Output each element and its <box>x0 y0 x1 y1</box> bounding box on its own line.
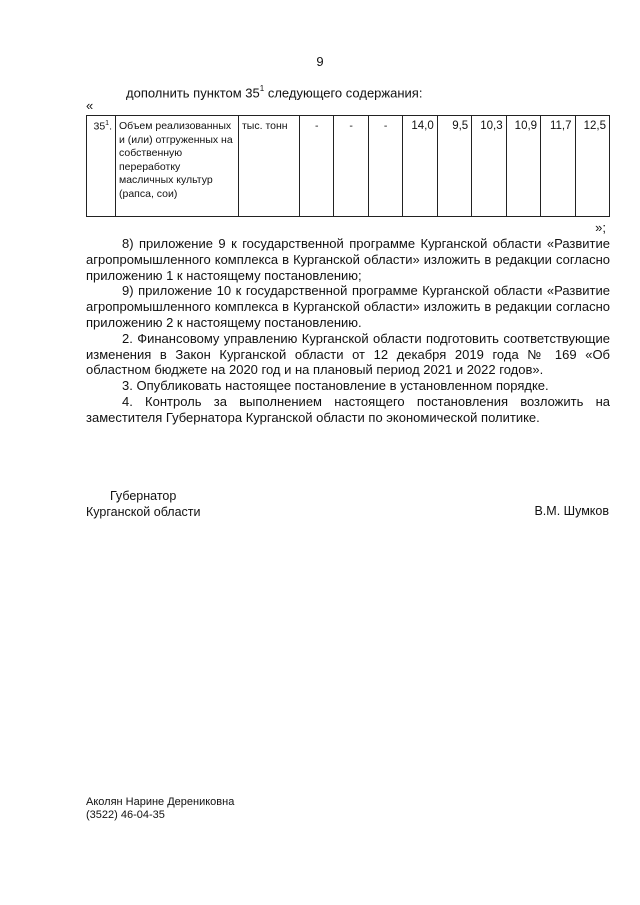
paragraph-point-3: 3. Опубликовать настоящее постановление в установленном порядке. <box>122 378 549 394</box>
value-cell: 10,3 <box>472 116 506 217</box>
paragraph-item-8: 8) приложение 9 к государственной программе Курганской области «Развитие агропромышленного комплекса в Курганской области» изложить в редакции согласно приложению 1 к настоящему постановлению; <box>86 236 610 283</box>
row-number-suffix: . <box>109 120 112 133</box>
signatory-title-line1: Губернатор <box>110 489 177 503</box>
signatory-name: В.М. Шумков <box>534 504 609 518</box>
intro-text: дополнить пунктом 35 <box>126 85 260 101</box>
paragraph-point-4: 4. Контроль за выполнением настоящего постановления возложить на заместителя Губернатора Курганской области по экономической политике. <box>86 393 610 425</box>
indicator-table <box>86 115 610 217</box>
signatory-title <box>86 488 201 520</box>
paragraph-item-9: 9) приложение 10 к государственной программе Курганской области «Развитие агропромышленного комплекса в Курганской области» изложить в редакции согласно приложению 2 к настоящему постановлению. <box>86 283 610 330</box>
intro-text-end: следующего содержания: <box>264 85 423 101</box>
indicator-name: Объем реализованных и (или) отгруженных на собственную переработку масличных культур (рапса, сои) <box>116 116 239 217</box>
page-number: 9 <box>316 54 324 69</box>
row-number-value: 35 <box>93 120 106 133</box>
paragraph-point-2: 2. Финансовому управлению Курганской области подготовить соответствующие изменения в Закон Курганской области от 12 декабря 2019 года № 169 «Об областном бюджете на 2020 год и на плановый период 2021 и 2022 годов». <box>86 330 610 378</box>
table-row <box>87 116 610 217</box>
body-text <box>86 236 610 426</box>
value-cell: 14,0 <box>403 116 437 217</box>
executor-phone: (3522) 46-04-35 <box>86 809 165 821</box>
row-number <box>87 116 116 217</box>
value-cell: - <box>368 116 402 217</box>
executor-info <box>86 796 234 822</box>
value-cell: 9,5 <box>437 116 471 217</box>
value-cell: 11,7 <box>541 116 575 217</box>
row-number-superscript: 1 <box>105 120 110 127</box>
signatory-title-line2: Курганской области <box>86 505 201 519</box>
value-cell: - <box>300 116 334 217</box>
open-quote: « <box>86 98 94 113</box>
close-quote: »; <box>595 220 606 235</box>
value-cell: 10,9 <box>506 116 540 217</box>
value-cell: - <box>334 116 368 217</box>
intro-line <box>126 85 422 100</box>
intro-superscript: 1 <box>259 84 265 93</box>
executor-name: Аколян Нарине Дерениковна <box>86 796 235 808</box>
value-cell: 12,5 <box>575 116 610 217</box>
unit-cell: тыс. тонн <box>239 116 300 217</box>
